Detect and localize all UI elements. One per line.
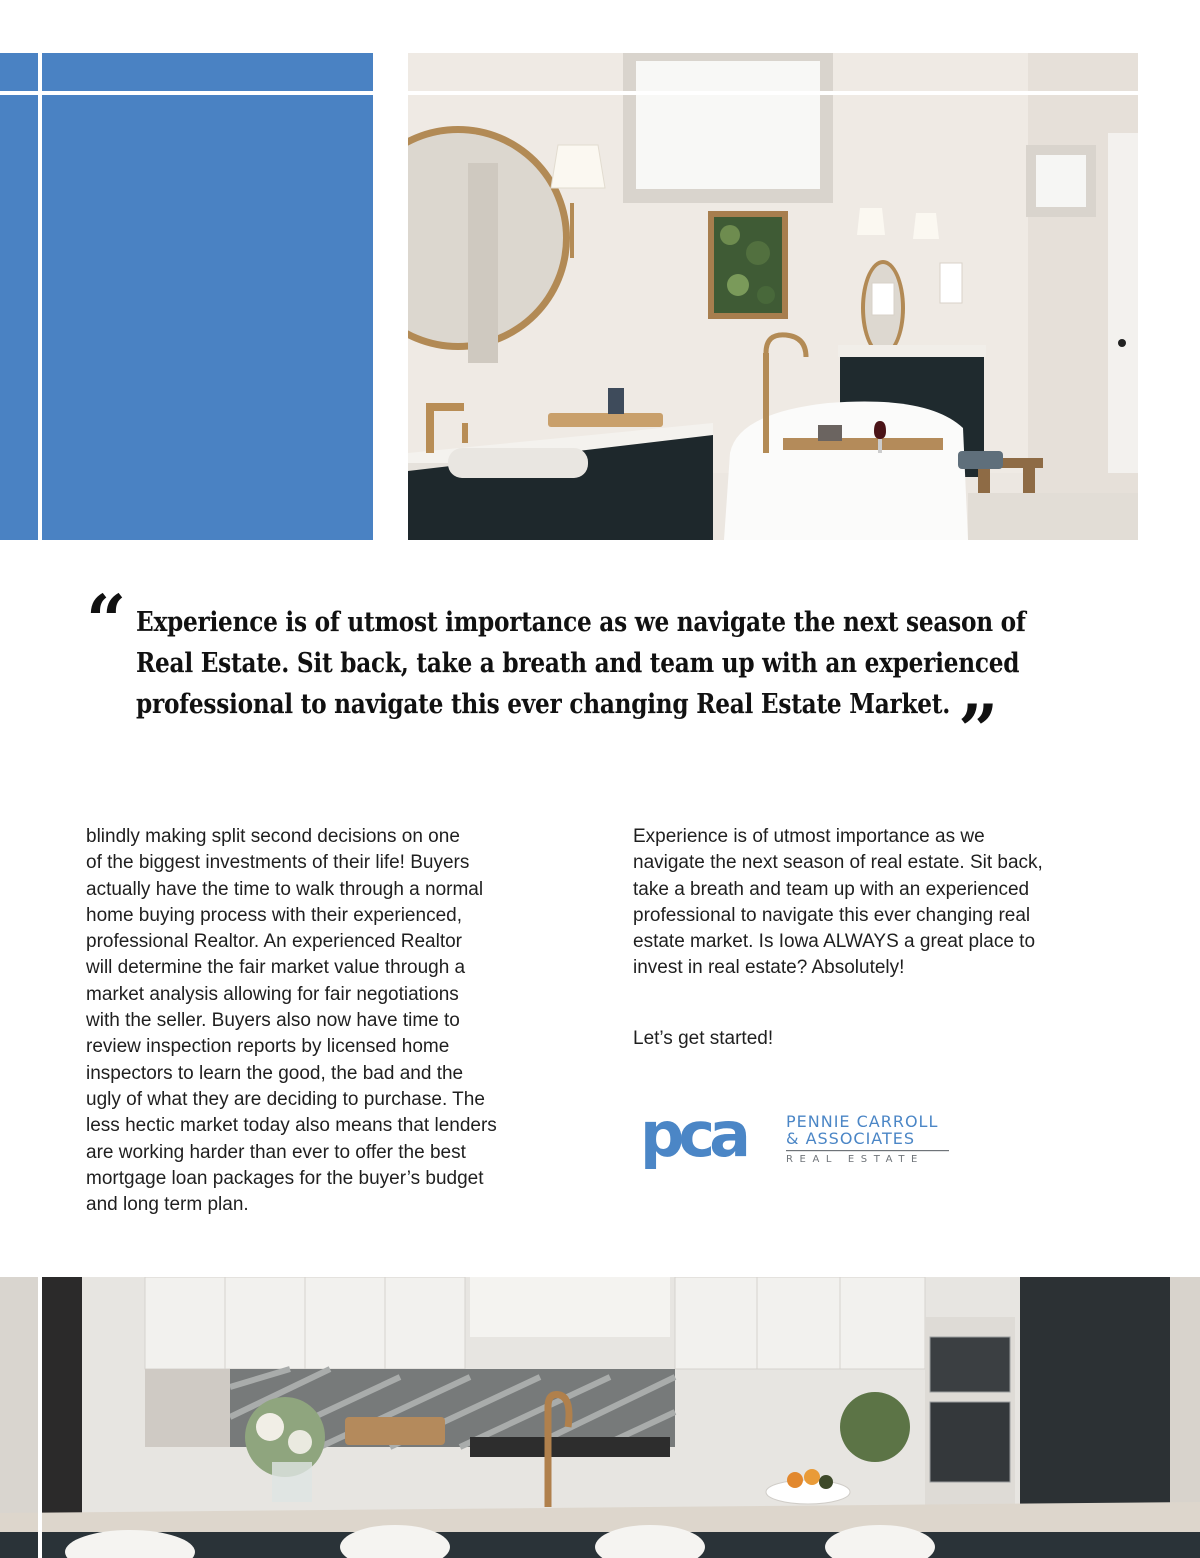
text-line: will determine the fair market value through a (86, 957, 466, 979)
text-line: professional to navigate this ever changing real (633, 904, 1031, 926)
text-line: professional Realtor. An experienced Realtor (86, 931, 463, 953)
text-line: home buying process with their experienced, (86, 904, 462, 926)
text-line: navigate the next season of real estate. Sit back, (633, 852, 1043, 874)
grid-divider-vertical-bottom (38, 1277, 42, 1558)
bathroom-photo (408, 53, 1138, 540)
pull-quote-line: Real Estate. Sit back, take a breath and team up with an experienced (136, 648, 1020, 679)
pull-quote (136, 602, 1026, 725)
text-line: ugly of what they are deciding to purchase. The (86, 1088, 485, 1110)
text-line: review inspection reports by licensed home (86, 1036, 450, 1058)
text-line: market analysis allowing for fair negotiations (86, 983, 459, 1005)
logo-line-3: REAL ESTATE (786, 1154, 924, 1165)
right-column (633, 824, 1113, 982)
grid-divider-vertical (38, 53, 42, 540)
text-line: take a breath and team up with an experienced (633, 878, 1030, 900)
text-line: and long term plan. (86, 1194, 249, 1216)
pull-quote-line: professional to navigate this ever changing Real Estate Market. (136, 689, 951, 720)
text-line: Experience is of utmost importance as we (633, 826, 985, 847)
close-quote-mark: ” (958, 689, 999, 772)
text-line: are working harder than ever to offer the best (86, 1141, 466, 1163)
text-line: invest in real estate? Absolutely! (633, 957, 905, 979)
blue-accent-block (0, 53, 373, 540)
logo-line-2: & ASSOCIATES (786, 1129, 916, 1148)
text-line: estate market. Is Iowa ALWAYS a great place to (633, 931, 1036, 953)
pull-quote-line: Experience is of utmost importance as we navigate the next season of (136, 607, 1026, 638)
text-line: inspectors to learn the good, the bad and the (86, 1062, 464, 1084)
text-line: mortgage loan packages for the buyer’s budget (86, 1167, 484, 1189)
text-line: less hectic market today also means that lenders (86, 1115, 497, 1137)
grid-divider-horizontal (0, 91, 1138, 95)
open-quote-mark: “ (86, 579, 127, 662)
text-line: of the biggest investments of their life! Buyers (86, 852, 470, 874)
call-to-action: Let’s get started! (633, 1028, 774, 1049)
text-line: blindly making split second decisions on one (86, 826, 460, 847)
text-line: with the seller. Buyers also now have time to (86, 1010, 460, 1032)
text-line: actually have the time to walk through a normal (86, 878, 484, 900)
pca-logo (640, 1106, 960, 1176)
logo-monogram: pca (640, 1106, 745, 1171)
logo-line-1: PENNIE CARROLL (786, 1112, 939, 1131)
right-paragraph (633, 824, 1113, 982)
kitchen-photo (0, 1277, 1200, 1558)
left-column (86, 824, 566, 1218)
left-paragraph (86, 824, 566, 1218)
